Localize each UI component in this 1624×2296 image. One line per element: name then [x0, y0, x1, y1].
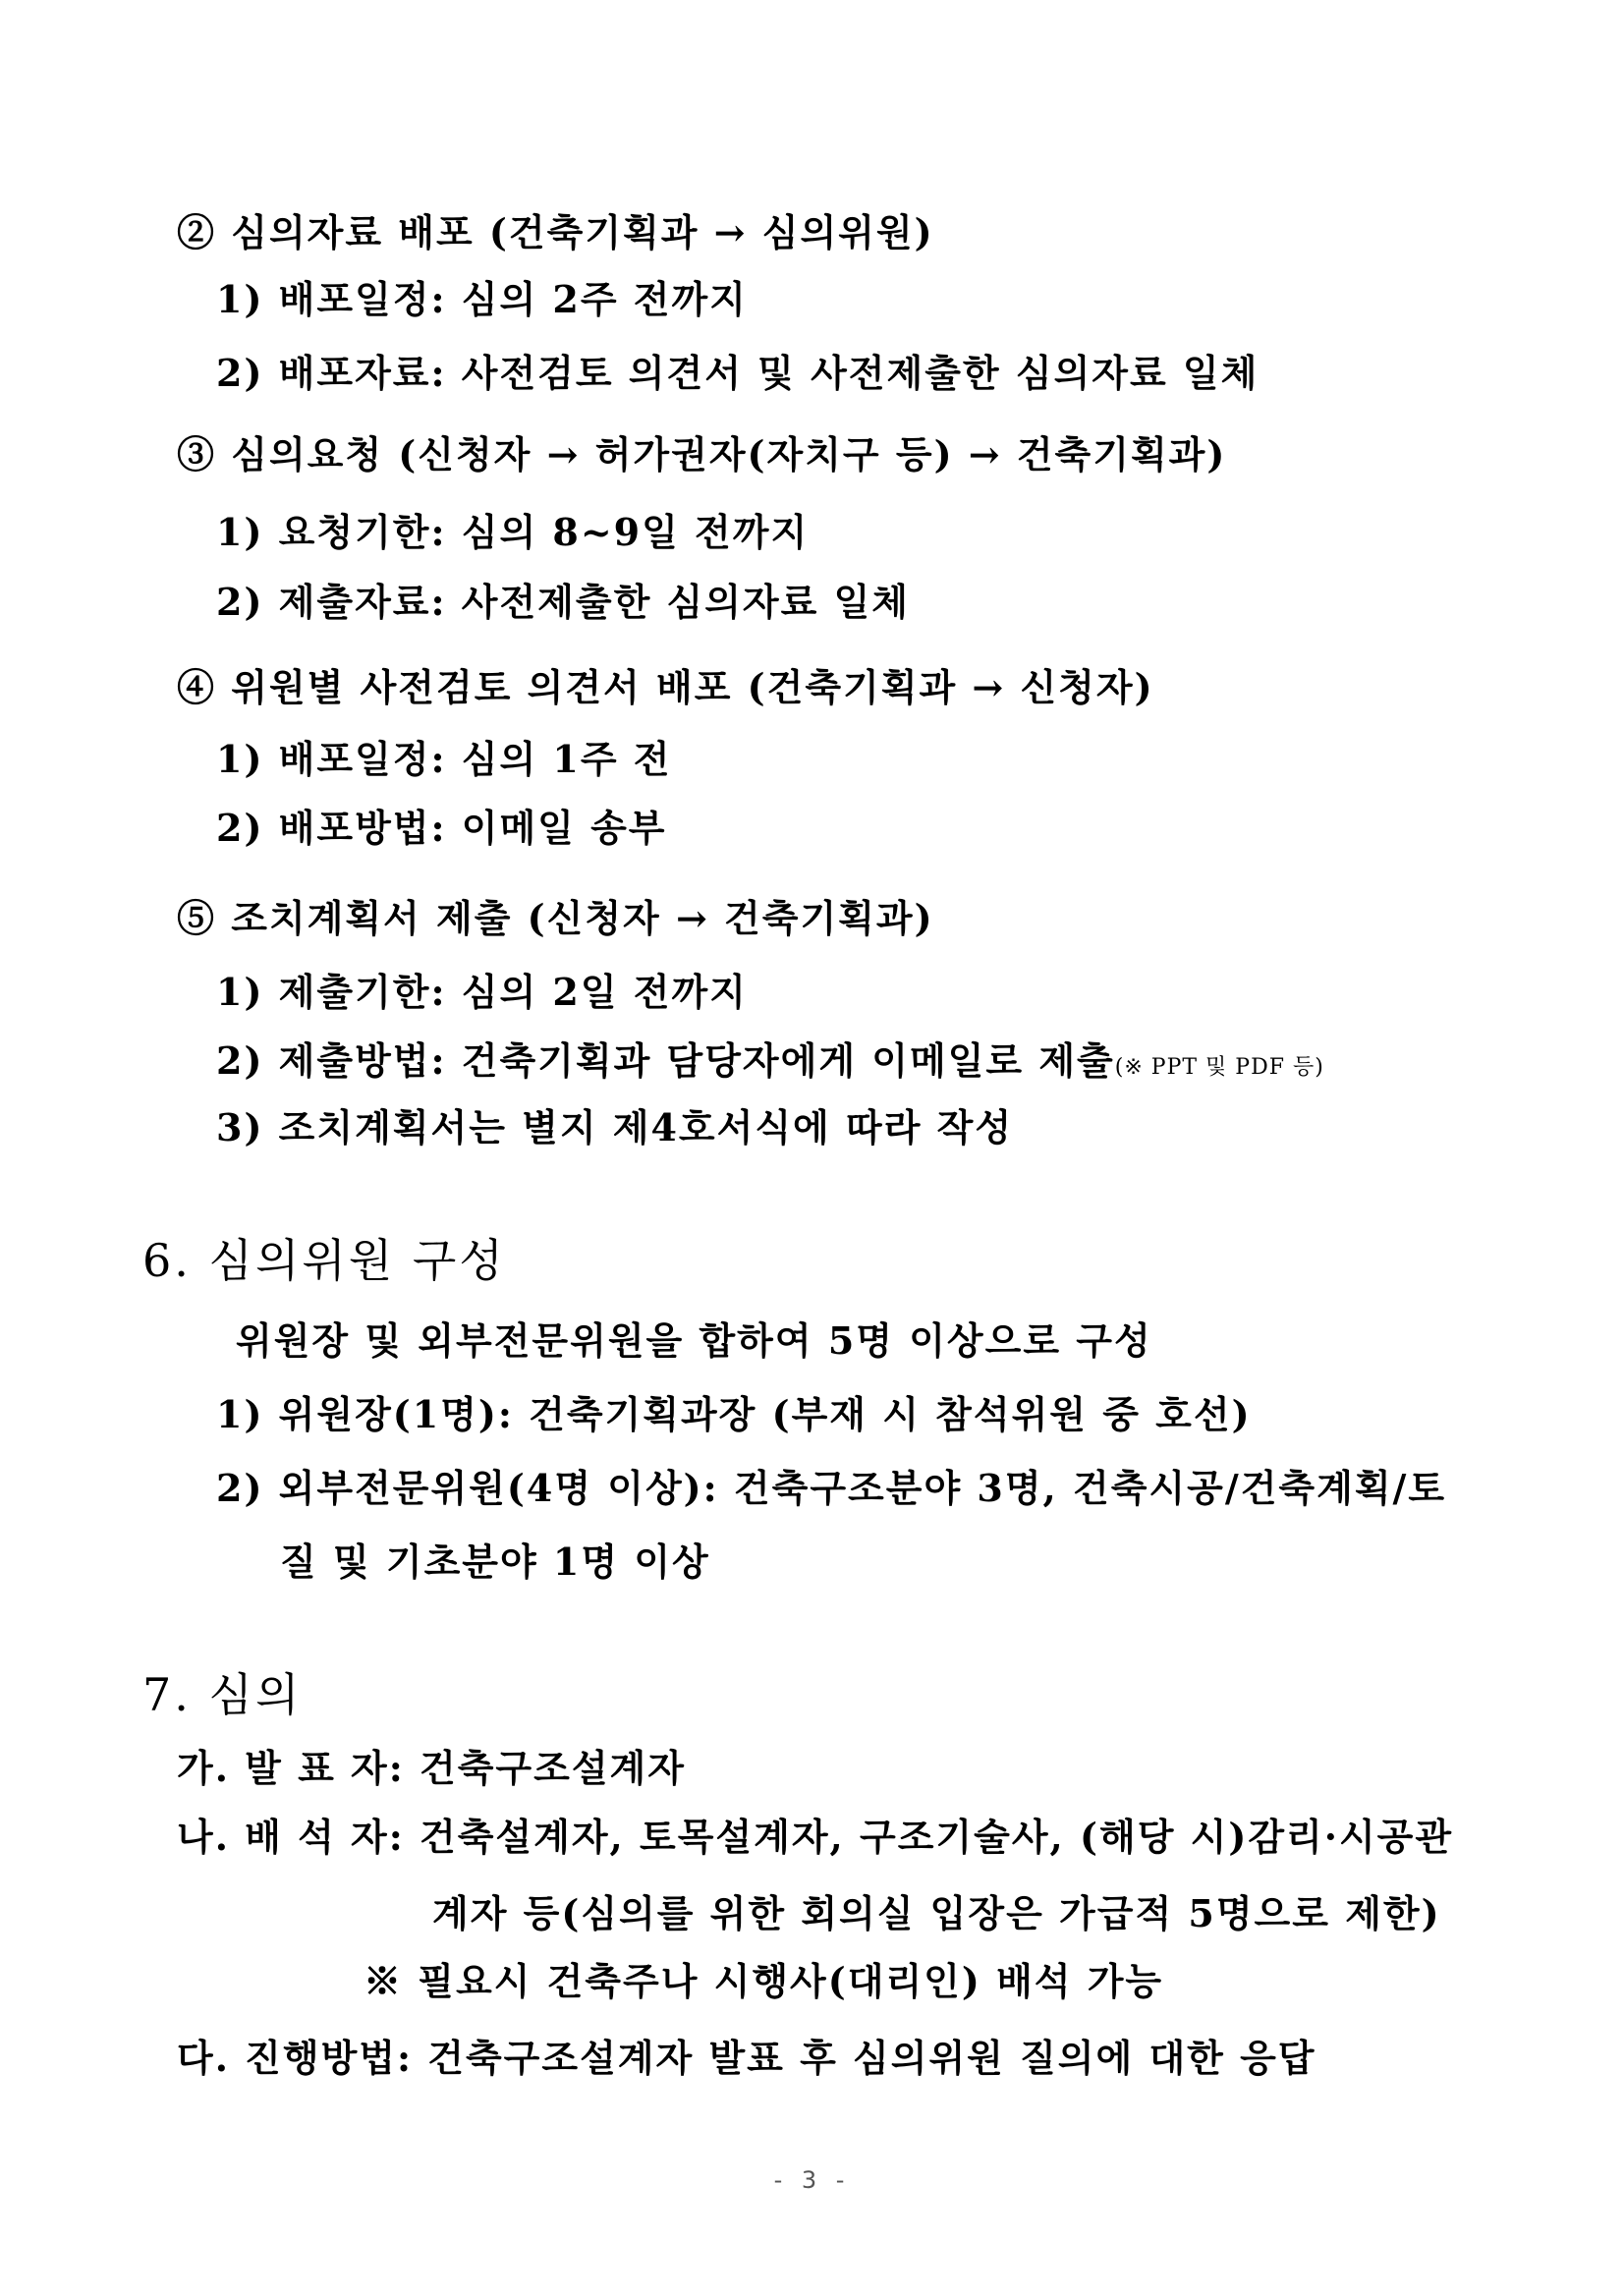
step-5-sub-2-text: 2) 제출방법: 건축기획과 담당자에게 이메일로 제출 [216, 1038, 1115, 1083]
step-4-sub-2: 2) 배포방법: 이메일 송부 [216, 806, 667, 850]
section-7-heading: 7. 심의 [142, 1668, 303, 1721]
section-7-item-na: 나. 배 석 자: 건축설계자, 토목설계자, 구조기술사, (해당 시)감리·시공관 [177, 1815, 1454, 1859]
page-number: - 3 - [773, 2166, 851, 2194]
step-4-title: ④ 위원별 사전검토 의견서 배포 (건축기획과 → 신청자) [177, 665, 1154, 709]
step-5-sub-3: 3) 조치계획서는 별지 제4호서식에 따라 작성 [216, 1105, 1014, 1149]
section-7-note: ※ 필요시 건축주나 시행사(대리인) 배석 가능 [364, 1959, 1164, 2003]
step-4-sub-1: 1) 배포일정: 심의 1주 전 [216, 737, 672, 781]
section-6-item-1: 1) 위원장(1명): 건축기획과장 (부재 시 참석위원 중 호선) [216, 1392, 1252, 1436]
step-5-sub-2-note: (※ PPT 및 PDF 등) [1114, 1055, 1324, 1080]
section-7-item-ga: 가. 발 표 자: 건축구조설계자 [177, 1746, 686, 1790]
step-2-sub-1: 1) 배포일정: 심의 2주 전까지 [216, 277, 748, 321]
section-6-intro: 위원장 및 외부전문위원을 합하여 5명 이상으로 구성 [236, 1318, 1152, 1363]
step-2-title: ② 심의자료 배포 (건축기획과 → 심의위원) [177, 210, 934, 254]
section-7-item-da: 다. 진행방법: 건축구조설계자 발표 후 심의위원 질의에 대한 응답 [177, 2036, 1316, 2080]
step-3-sub-1: 1) 요청기한: 심의 8~9일 전까지 [216, 510, 810, 554]
section-6-item-2: 2) 외부전문위원(4명 이상): 건축구조분야 3명, 건축시공/건축계획/토 [216, 1466, 1447, 1510]
section-7-item-na-cont: 계자 등(심의를 위한 회의실 입장은 가급적 5명으로 제한) [432, 1891, 1441, 1935]
section-6-heading: 6. 심의위원 구성 [142, 1234, 506, 1287]
step-5-title: ⑤ 조치계획서 제출 (신청자 → 건축기획과) [177, 896, 934, 940]
step-5-sub-1: 1) 제출기한: 심의 2일 전까지 [216, 970, 748, 1014]
step-3-sub-2: 2) 제출자료: 사전제출한 심의자료 일체 [216, 580, 910, 624]
step-3-title: ③ 심의요청 (신청자 → 허가권자(자치구 등) → 건축기획과) [177, 432, 1227, 476]
section-6-item-2-cont: 질 및 기초분야 1명 이상 [280, 1540, 710, 1584]
step-5-sub-2 [216, 1037, 1324, 1092]
step-2-sub-2: 2) 배포자료: 사전검토 의견서 및 사전제출한 심의자료 일체 [216, 351, 1260, 395]
